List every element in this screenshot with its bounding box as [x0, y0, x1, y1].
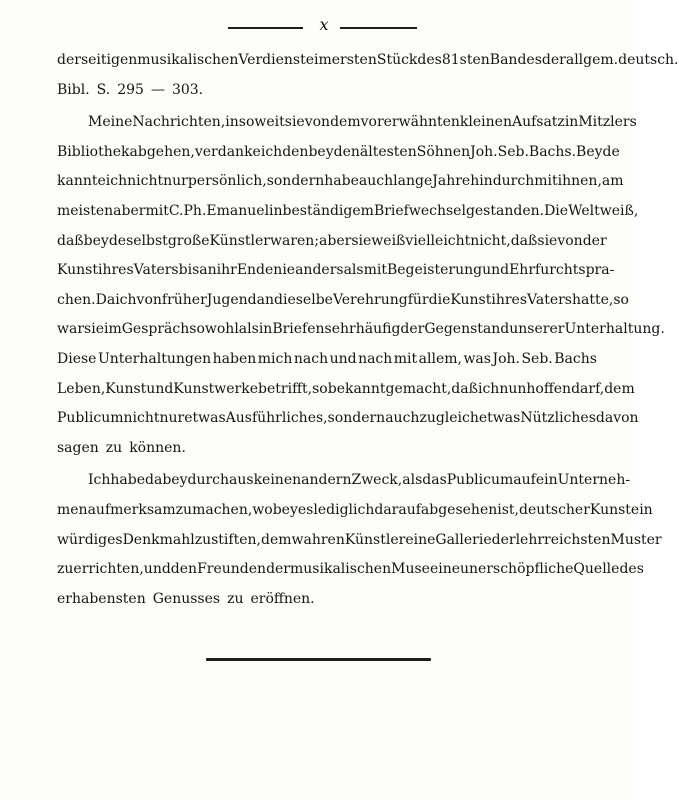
word: dem — [260, 531, 292, 548]
word: eröffnen. — [250, 590, 315, 607]
word: Kunstwerke — [173, 380, 259, 397]
word: der — [266, 561, 291, 578]
word: daß — [510, 232, 538, 249]
word: Kunst — [450, 291, 492, 308]
word: lange — [393, 173, 433, 190]
word: im — [314, 52, 332, 68]
word: Unterhaltungen — [97, 350, 212, 367]
word: andern — [301, 472, 352, 489]
word: Joh. — [470, 143, 498, 160]
word: Mitzlers — [578, 114, 637, 131]
text-line — [57, 345, 597, 375]
word: an — [256, 291, 275, 308]
word: vorerwähnten — [360, 114, 460, 131]
word: auch — [385, 410, 420, 427]
word: nicht — [127, 173, 164, 190]
word: spra- — [578, 262, 615, 279]
word: verdanke — [194, 143, 261, 160]
word: wohl — [204, 321, 239, 338]
text-line — [57, 315, 665, 345]
word: aber — [319, 232, 352, 249]
word: musikalischen — [290, 561, 392, 578]
word: ältesten — [359, 143, 417, 160]
word: chen. — [57, 291, 96, 308]
text-line — [57, 526, 662, 556]
word: sie — [284, 114, 305, 131]
word: S. — [96, 81, 111, 98]
word: Bibl. — [57, 81, 90, 98]
word: Ende — [236, 262, 274, 279]
text-line — [57, 434, 597, 464]
word: deutsch. — [618, 52, 679, 68]
word: auf — [513, 472, 536, 489]
word: in — [564, 114, 579, 131]
word: C. — [168, 202, 184, 219]
text-line — [57, 466, 631, 496]
word: gestanden. — [465, 202, 545, 219]
word: als — [402, 472, 423, 489]
word: waren; — [270, 232, 320, 249]
word: der — [400, 321, 425, 338]
word: ihnen, — [557, 173, 602, 190]
word: so — [613, 291, 629, 308]
word: Gegenstand — [424, 321, 510, 338]
word: Publicum — [446, 472, 514, 489]
word: Bibliothek — [57, 143, 130, 160]
closing-rule — [206, 658, 431, 661]
word: vielleicht — [405, 232, 471, 249]
word: unerschöpfliche — [460, 561, 574, 578]
word: Publicum — [57, 410, 124, 427]
word: an — [199, 262, 217, 279]
word: eine — [405, 531, 436, 548]
word: Vaters — [133, 262, 179, 279]
word: — — [150, 81, 165, 98]
word: stiften, — [211, 531, 261, 548]
word: davon — [595, 410, 639, 427]
word: habe — [324, 173, 359, 190]
word: was — [463, 350, 491, 367]
text-line — [57, 375, 635, 405]
body-text — [57, 46, 679, 614]
word: nun — [499, 380, 527, 397]
word: machen, — [192, 501, 253, 518]
word: würdiges — [57, 531, 123, 548]
word: das — [422, 472, 447, 489]
word: nur — [159, 410, 185, 427]
word: Vaters — [527, 291, 572, 308]
word: von — [557, 232, 583, 249]
word: Briefwechsel — [373, 202, 466, 219]
word: ein — [630, 501, 653, 518]
word: der — [541, 52, 566, 68]
word: Künstler — [209, 232, 270, 249]
word: men — [57, 501, 88, 518]
word: beyden — [308, 143, 360, 160]
word: große — [167, 232, 210, 249]
word: die — [428, 291, 451, 308]
word: mit — [145, 202, 169, 219]
word: 81sten — [441, 52, 490, 68]
word: ist, — [497, 501, 519, 518]
word: sehr — [324, 321, 356, 338]
word: mit — [363, 262, 387, 279]
word: sie — [537, 232, 558, 249]
word: Jahre — [432, 173, 471, 190]
word: so — [189, 321, 205, 338]
word: daß — [451, 380, 478, 397]
word: für — [407, 291, 429, 308]
word: Söhnen — [416, 143, 471, 160]
text-line — [57, 138, 620, 168]
word: hoffen — [526, 380, 572, 397]
word: nicht — [123, 410, 160, 427]
word: Gallerie — [435, 531, 492, 548]
word: allem, — [418, 350, 462, 367]
word: den — [170, 561, 198, 578]
word: in — [258, 321, 273, 338]
word: Quelle — [573, 561, 620, 578]
word: 295 — [117, 81, 144, 98]
word: beständigem — [282, 202, 374, 219]
word: meisten — [57, 202, 114, 219]
word: abgehen, — [129, 143, 195, 160]
word: mich — [257, 350, 293, 367]
word: darf, — [571, 380, 605, 397]
paragraph — [57, 46, 679, 105]
word: Ph. — [183, 202, 207, 219]
word: nur — [163, 173, 188, 190]
text-line — [57, 108, 637, 138]
word: Ich — [88, 472, 111, 489]
word: Briefen — [272, 321, 325, 338]
word: betrifft, — [258, 380, 313, 397]
word: beyde — [83, 232, 127, 249]
word: ich — [105, 173, 128, 190]
word: zu — [105, 439, 123, 456]
word: ein — [535, 472, 558, 489]
word: derseitigen — [57, 52, 138, 68]
word: Aufsatz — [511, 114, 565, 131]
word: können. — [129, 439, 186, 456]
word: ich — [477, 380, 500, 397]
word: und — [482, 262, 510, 279]
word: dem — [604, 380, 635, 397]
word: Muse — [391, 561, 430, 578]
word: Gespräch — [121, 321, 190, 338]
word: errichten, — [73, 561, 144, 578]
word: ihres — [98, 262, 134, 279]
word: Die — [544, 202, 569, 219]
word: Stück — [376, 52, 418, 68]
word: sie — [84, 321, 104, 338]
paragraph — [57, 108, 665, 463]
word: Genusses — [152, 590, 221, 607]
word: Kunst — [57, 262, 98, 279]
word: Ausführliches, — [225, 410, 328, 427]
word: zugleich — [419, 410, 479, 427]
word: anders — [295, 262, 344, 279]
word: Meine — [88, 114, 133, 131]
text-line — [57, 46, 679, 76]
word: habe — [110, 472, 146, 489]
word: Seb. — [497, 143, 529, 160]
page-number: x — [319, 15, 329, 34]
word: am — [601, 173, 624, 190]
word: Welt — [568, 202, 600, 219]
word: haben — [212, 350, 257, 367]
word: und — [143, 561, 171, 578]
word: kleinen — [459, 114, 512, 131]
word: sondern — [266, 173, 325, 190]
word: ihr — [216, 262, 237, 279]
word: musikalischen — [137, 52, 239, 68]
word: in — [225, 114, 239, 131]
word: hindurch — [470, 173, 535, 190]
word: aber — [113, 202, 146, 219]
word: ihres — [491, 291, 528, 308]
word: Jugend — [206, 291, 257, 308]
word: bis — [178, 262, 200, 279]
word: Beyde — [576, 143, 620, 160]
text-line — [57, 286, 629, 316]
word: es — [297, 501, 314, 518]
word: allgem. — [565, 52, 619, 68]
word: Joh. — [492, 350, 520, 367]
word: Diese — [57, 350, 97, 367]
word: mit — [393, 350, 418, 367]
word: daß — [57, 232, 84, 249]
word: des — [417, 52, 442, 68]
text-line — [57, 76, 597, 106]
word: nach — [293, 350, 329, 367]
word: ersten — [331, 52, 377, 68]
word: sie — [351, 232, 372, 249]
word: nicht, — [470, 232, 511, 249]
text-line — [57, 585, 597, 615]
word: Bachs — [554, 350, 597, 367]
word: der — [491, 531, 516, 548]
word: bekannt — [327, 380, 386, 397]
word: war — [57, 321, 85, 338]
word: Verdienste — [238, 52, 314, 68]
word: Seb. — [521, 350, 553, 367]
word: Denkmahl — [122, 531, 195, 548]
word: dieselbe — [274, 291, 333, 308]
word: und — [329, 350, 357, 367]
word: Zweck, — [351, 472, 403, 489]
word: gemacht, — [385, 380, 452, 397]
word: zu — [175, 501, 193, 518]
word: ich — [260, 143, 283, 160]
word: deutscher — [519, 501, 590, 518]
text-line — [57, 496, 653, 526]
text-line — [57, 256, 615, 286]
word: von — [304, 114, 331, 131]
word: und — [146, 380, 174, 397]
word: unserer — [509, 321, 565, 338]
word: Kunst — [589, 501, 631, 518]
word: keinen — [253, 472, 302, 489]
word: auch — [358, 173, 394, 190]
word: nie — [273, 262, 296, 279]
word: zu — [227, 590, 244, 607]
word: dem — [330, 114, 361, 131]
word: der — [582, 232, 607, 249]
word: im — [103, 321, 122, 338]
word: Verehrung — [332, 291, 408, 308]
word: Unterhaltung. — [564, 321, 665, 338]
word: wobey — [252, 501, 298, 518]
text-line — [57, 555, 644, 585]
word: lehrreichsten — [515, 531, 611, 548]
word: Freunden — [197, 561, 267, 578]
word: Leben, — [57, 380, 106, 397]
word: Muster — [610, 531, 662, 548]
word: 303. — [171, 81, 204, 98]
word: Bandes — [489, 52, 542, 68]
word: hatte, — [571, 291, 614, 308]
text-line — [57, 167, 624, 197]
word: so — [312, 380, 328, 397]
word: zu — [57, 561, 74, 578]
word: lediglich — [313, 501, 375, 518]
header-rule-right — [340, 27, 417, 29]
word: als — [343, 262, 364, 279]
word: wahren — [291, 531, 345, 548]
word: Nachrichten, — [132, 114, 226, 131]
word: Ehrfurcht — [509, 262, 579, 279]
word: von — [136, 291, 162, 308]
word: persönlich, — [187, 173, 267, 190]
word: Da — [95, 291, 116, 308]
page-header — [0, 14, 633, 36]
word: Künstler — [344, 531, 406, 548]
word: durchaus — [187, 472, 254, 489]
word: etwas — [184, 410, 226, 427]
word: darauf — [374, 501, 421, 518]
word: des — [619, 561, 644, 578]
word: Unterneh- — [557, 472, 631, 489]
word: weit — [254, 114, 285, 131]
word: sagen — [57, 439, 99, 456]
word: Begeisterung — [386, 262, 483, 279]
word: Bachs. — [528, 143, 577, 160]
word: als — [238, 321, 259, 338]
word: weiß, — [599, 202, 639, 219]
word: Emanuel — [206, 202, 270, 219]
word: Kunst — [105, 380, 147, 397]
word: nach — [358, 350, 393, 367]
word: weiß — [371, 232, 406, 249]
text-line — [57, 197, 639, 227]
word: Nützliches — [520, 410, 596, 427]
word: dabey — [145, 472, 188, 489]
word: so — [238, 114, 255, 131]
word: sondern — [327, 410, 386, 427]
word: früher — [161, 291, 207, 308]
word: zu — [194, 531, 212, 548]
text-line — [57, 227, 607, 257]
word: erhabensten — [57, 590, 146, 607]
word: selbst — [126, 232, 168, 249]
paragraph — [57, 466, 662, 614]
text-line — [57, 404, 639, 434]
word: häufig — [355, 321, 401, 338]
word: den — [282, 143, 309, 160]
header-rule-left — [228, 27, 303, 29]
word: ich — [115, 291, 137, 308]
word: abgesehen — [420, 501, 498, 518]
word: eine — [429, 561, 461, 578]
word: etwas — [478, 410, 521, 427]
word: in — [269, 202, 283, 219]
word: mit — [534, 173, 558, 190]
word: kannte — [57, 173, 106, 190]
word: aufmerksam — [87, 501, 176, 518]
